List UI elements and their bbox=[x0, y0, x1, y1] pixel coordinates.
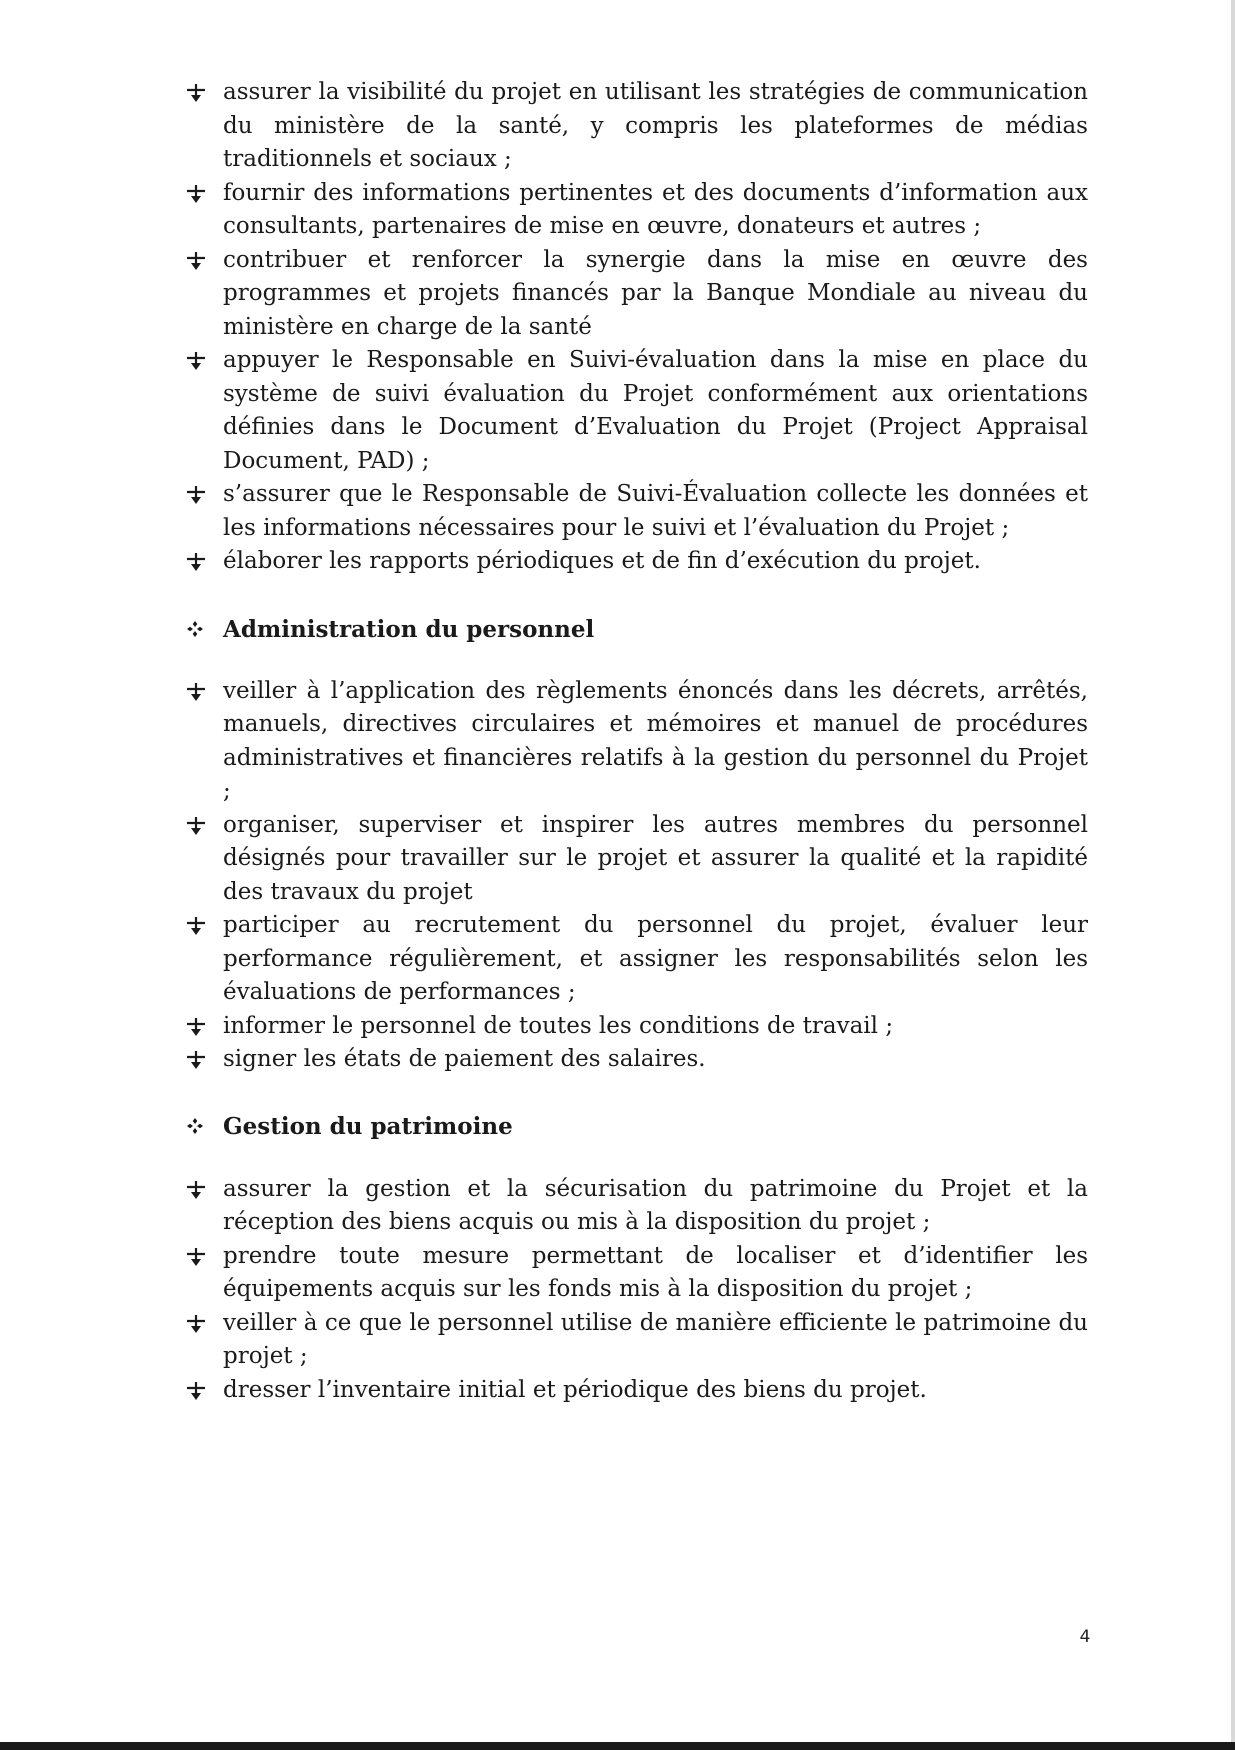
list-item-text: veiller à l’application des règlements énoncés dans les décrets, arrêtés, manuels, directives circulaires et mémoires et manuel de procédures administratives et financières relatifs à la gestion du personnel du Projet ; bbox=[223, 677, 1088, 804]
list-item bbox=[186, 478, 1088, 545]
list-item-text: informer le personnel de toutes les conditions de travail ; bbox=[223, 1012, 894, 1039]
arrow-down-bullet-icon bbox=[186, 1017, 206, 1037]
list-item bbox=[186, 244, 1088, 345]
list-item-text: organiser, superviser et inspirer les autres membres du personnel désignés pour travailler sur le projet et assurer la qualité et la rapidité des travaux du projet bbox=[223, 811, 1088, 905]
list-item bbox=[186, 1307, 1088, 1374]
list-item-text: assurer la visibilité du projet en utilisant les stratégies de communication du ministère de la santé, y compris les plateformes de médias traditionnels et sociaux ; bbox=[223, 79, 1088, 172]
arrow-down-bullet-icon bbox=[186, 351, 206, 371]
section-heading-text: Administration du personnel bbox=[223, 615, 595, 643]
list-item bbox=[186, 1043, 1088, 1077]
list-item-text: dresser l’inventaire initial et périodique des biens du projet. bbox=[223, 1376, 927, 1403]
section-heading-administration bbox=[186, 613, 1088, 646]
list-item-text: fournir des informations pertinentes et des documents d’information aux consultants, partenaires de mise en œuvre, donateurs et autres ; bbox=[223, 179, 1088, 239]
page-content bbox=[186, 76, 1088, 1407]
section-heading-text: Gestion du patrimoine bbox=[223, 1112, 513, 1140]
list-item bbox=[186, 675, 1088, 809]
arrow-down-bullet-icon bbox=[186, 1381, 206, 1401]
arrow-down-bullet-icon bbox=[186, 251, 206, 271]
list-item-text: assurer la gestion et la sécurisation du patrimoine du Projet et la réception des biens acquis ou mis à la disposition du projet ; bbox=[223, 1175, 1088, 1235]
list-item-text: contribuer et renforcer la synergie dans la mise en œuvre des programmes et projets financés par la Banque Mondiale au niveau du ministère en charge de la santé bbox=[223, 246, 1088, 340]
four-diamond-bullet-icon bbox=[186, 620, 204, 638]
list-item bbox=[186, 909, 1088, 1010]
bullet-list-administration bbox=[186, 675, 1088, 1077]
list-item bbox=[186, 1010, 1088, 1044]
list-item bbox=[186, 344, 1088, 478]
list-item-text: élaborer les rapports périodiques et de fin d’exécution du projet. bbox=[223, 548, 981, 574]
list-item-text: veiller à ce que le personnel utilise de manière efficiente le patrimoine du projet ; bbox=[223, 1309, 1088, 1369]
arrow-down-bullet-icon bbox=[186, 916, 206, 936]
list-item-text: s’assurer que le Responsable de Suivi-Évaluation collecte les données et les informations nécessaires pour le suivi et l’évaluation du Projet ; bbox=[223, 481, 1088, 541]
arrow-down-bullet-icon bbox=[186, 1180, 206, 1200]
arrow-down-bullet-icon bbox=[186, 1050, 206, 1070]
page-number: 4 bbox=[1079, 1627, 1091, 1647]
list-item-text: appuyer le Responsable en Suivi-évaluation dans la mise en place du système de suivi évaluation du Projet conformément aux orientations définies dans le Document d’Evaluation du Projet (Project Appraisal Document, PAD) ; bbox=[223, 347, 1088, 474]
arrow-down-bullet-icon bbox=[186, 1247, 206, 1267]
arrow-down-bullet-icon bbox=[186, 682, 206, 702]
arrow-down-bullet-icon bbox=[186, 1314, 206, 1334]
list-item-text: signer les états de paiement des salaires. bbox=[223, 1046, 706, 1072]
list-item bbox=[186, 809, 1088, 910]
scan-edge-right bbox=[1231, 0, 1235, 1750]
arrow-down-bullet-icon bbox=[186, 816, 206, 836]
arrow-down-bullet-icon bbox=[186, 83, 206, 103]
bullet-list-communication bbox=[186, 76, 1088, 579]
list-item bbox=[186, 177, 1088, 244]
section-heading-patrimoine bbox=[186, 1110, 1088, 1143]
list-item bbox=[186, 1374, 1088, 1408]
scan-edge-bottom bbox=[0, 1742, 1235, 1750]
bullet-list-patrimoine bbox=[186, 1173, 1088, 1408]
arrow-down-bullet-icon bbox=[186, 184, 206, 204]
list-item bbox=[186, 1173, 1088, 1240]
arrow-down-bullet-icon bbox=[186, 485, 206, 505]
arrow-down-bullet-icon bbox=[186, 552, 206, 572]
list-item-text: participer au recrutement du personnel du projet, évaluer leur performance régulièrement, et assigner les responsabilités selon les évaluations de performances ; bbox=[223, 912, 1088, 1005]
list-item bbox=[186, 1240, 1088, 1307]
list-item bbox=[186, 545, 1088, 579]
list-item-text: prendre toute mesure permettant de localiser et d’identifier les équipements acquis sur les fonds mis à la disposition du projet ; bbox=[223, 1242, 1088, 1302]
list-item bbox=[186, 76, 1088, 177]
four-diamond-bullet-icon bbox=[186, 1117, 204, 1135]
